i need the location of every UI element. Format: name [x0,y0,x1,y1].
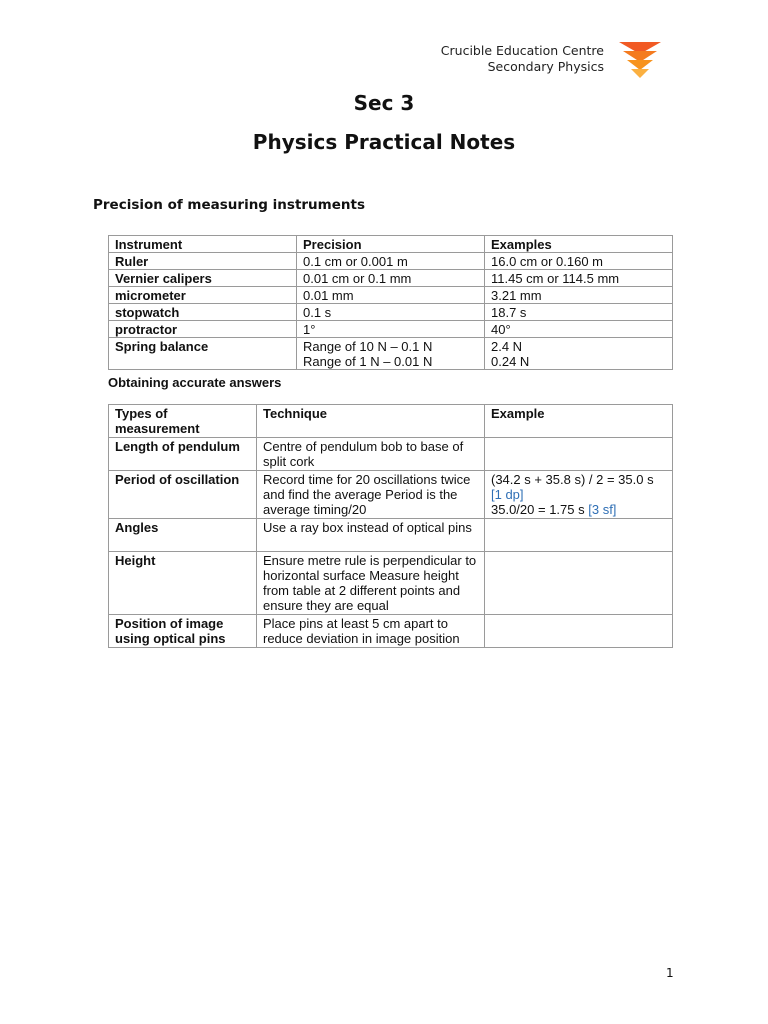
precision-cell [297,338,485,370]
example-line: 35.0/20 = 1.75 s [491,502,585,517]
precision-line: Range of 1 N – 0.01 N [303,354,433,369]
example-line: (34.2 s + 35.8 s) / 2 = 35.0 s [491,472,654,487]
measurement-type-cell: Period of oscillation [109,471,257,519]
example-cell [485,552,673,615]
table-row [109,519,673,552]
table-row [109,615,673,648]
measurement-type-cell: Height [109,552,257,615]
example-cell: 11.45 cm or 114.5 mm [485,270,673,287]
logo-icon [617,40,663,82]
table-row [109,321,673,338]
measurement-type-cell: Length of pendulum [109,438,257,471]
precision-cell: 0.1 cm or 0.001 m [297,253,485,270]
header-subject: Secondary Physics [487,59,604,74]
example-cell: 40° [485,321,673,338]
page-number: 1 [666,966,674,980]
technique-cell: Record time for 20 oscillations twice and find the average Period is the average timing/20 [257,471,485,519]
column-header: Technique [257,405,485,438]
instrument-cell: micrometer [109,287,297,304]
technique-table [108,404,673,648]
table-row [109,471,673,519]
rounding-note: [3 sf] [588,502,617,517]
table-row [109,253,673,270]
page-title: Physics Practical Notes [252,130,516,154]
column-header: Precision [297,236,485,253]
table-row [109,438,673,471]
page-title-sec: Sec 3 [353,91,415,115]
example-cell: 18.7 s [485,304,673,321]
technique-cell: Use a ray box instead of optical pins [257,519,485,552]
example-cell [485,615,673,648]
instrument-cell: protractor [109,321,297,338]
instrument-cell: Spring balance [109,338,297,370]
technique-cell: Ensure metre rule is perpendicular to horizontal surface Measure height from table at 2 different points and ensure they are equal [257,552,485,615]
table-row [109,552,673,615]
section-heading-precision: Precision of measuring instruments [93,197,365,213]
table-row [109,304,673,321]
example-line: 2.4 N [491,339,523,354]
column-header: Example [485,405,673,438]
precision-cell: 1° [297,321,485,338]
header-org: Crucible Education Centre [440,43,604,58]
table-row [109,270,673,287]
precision-table [108,235,673,370]
technique-cell: Place pins at least 5 cm apart to reduce deviation in image position [257,615,485,648]
measurement-type-cell: Position of image using optical pins [109,615,257,648]
column-header: Instrument [109,236,297,253]
precision-cell: 0.1 s [297,304,485,321]
table-row [109,287,673,304]
example-cell [485,338,673,370]
technique-cell: Centre of pendulum bob to base of split cork [257,438,485,471]
example-line: 0.24 N [491,354,530,369]
precision-cell: 0.01 mm [297,287,485,304]
measurement-type-cell: Angles [109,519,257,552]
rounding-note: [1 dp] [491,487,524,502]
precision-cell: 0.01 cm or 0.1 mm [297,270,485,287]
example-cell: 3.21 mm [485,287,673,304]
instrument-cell: Ruler [109,253,297,270]
header-text [441,43,604,75]
section-heading-accuracy: Obtaining accurate answers [108,375,282,390]
example-cell [485,438,673,471]
instrument-cell: stopwatch [109,304,297,321]
table-row [109,338,673,370]
instrument-cell: Vernier calipers [109,270,297,287]
table-header-row [109,405,673,438]
example-cell [485,471,673,519]
example-cell [485,519,673,552]
precision-line: Range of 10 N – 0.1 N [303,339,433,354]
column-header: Types of measurement [109,405,257,438]
example-cell: 16.0 cm or 0.160 m [485,253,673,270]
table-header-row [109,236,673,253]
column-header: Examples [485,236,673,253]
